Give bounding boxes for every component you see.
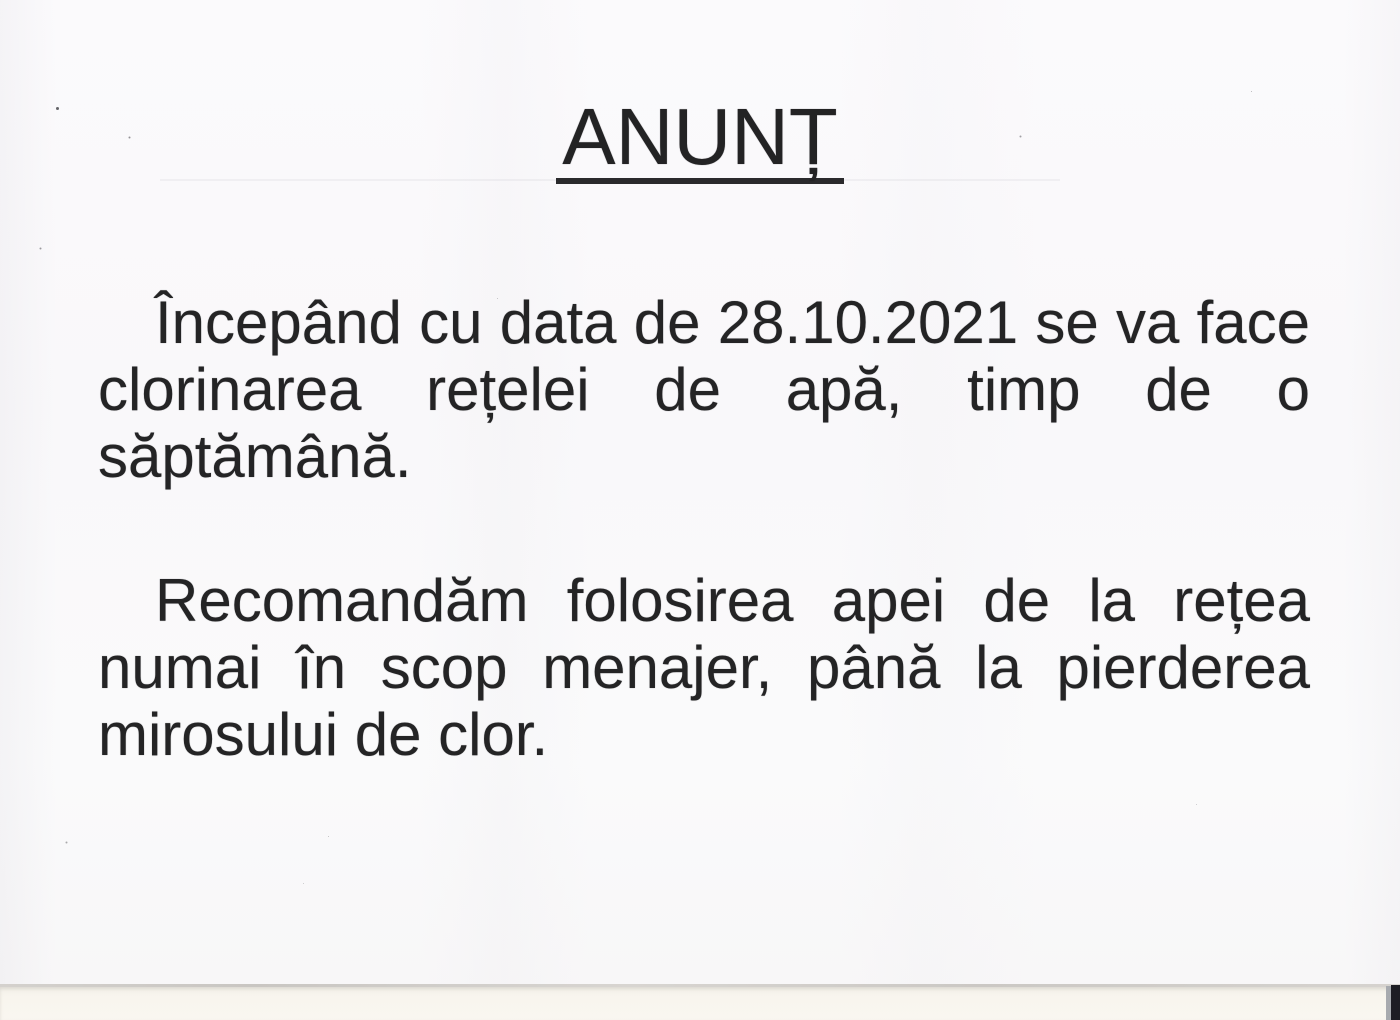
text-line: Începând cu data de 28.10.2021 se va face [155,289,1310,356]
text-line: Recomandăm folosirea apei de la rețea [155,567,1310,634]
paragraph [98,567,1310,768]
text-line: săptămână. [98,423,412,490]
text-line: numai în scop menajer, până la pierderea [98,634,1310,701]
announcement-title: ANUNȚ [556,97,844,184]
text-line: mirosului de clor. [98,701,549,768]
paragraph [98,289,1310,490]
announcement-body [98,289,1310,768]
scanner-bed-strip [0,987,1400,1020]
title-block [0,0,1400,184]
text-line: clorinarea rețelei de apă, timp de o [98,356,1310,423]
scan-noise-specks [56,107,59,110]
scan-corner-mark [1391,985,1400,1020]
